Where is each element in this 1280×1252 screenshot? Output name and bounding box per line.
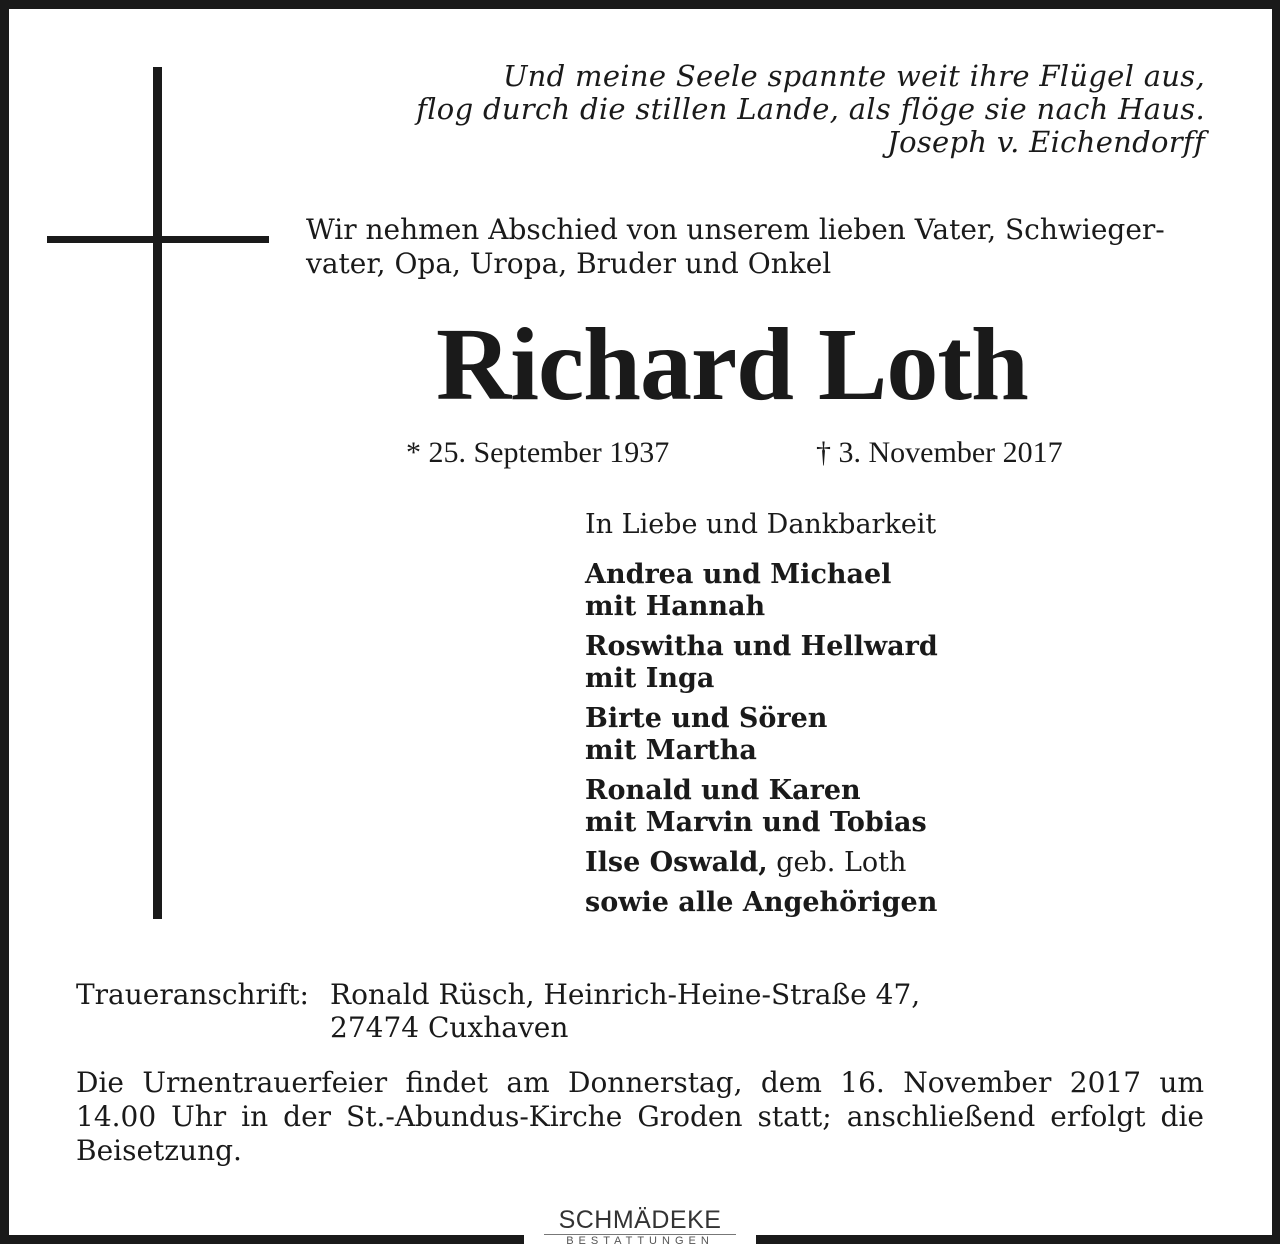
mourner-line	[585, 847, 938, 879]
address-line-2: 27474 Cuxhaven	[330, 1011, 569, 1044]
address-label: Traueranschrift:	[76, 978, 309, 1011]
logo-wordmark: SCHMÄDEKE	[558, 1206, 722, 1234]
poem-quote	[416, 60, 1205, 159]
quote-line-1: Und meine Seele spannte weit ihre Flügel aus,	[502, 59, 1205, 93]
mourner-line: mit Hannah	[585, 591, 766, 622]
mourner-birth-name: geb. Loth	[767, 847, 907, 878]
mourner-group	[585, 775, 938, 839]
birth-date: * 25. September 1937	[406, 436, 670, 469]
frame-border-bottom-right	[756, 1235, 1280, 1244]
quote-line-2: flog durch die stillen Lande, als flöge sie nach Haus.	[416, 92, 1205, 126]
cross-horizontal-bar	[47, 236, 269, 243]
cross-vertical-bar	[153, 67, 162, 919]
address-line-1: Ronald Rüsch, Heinrich-Heine-Straße 47,	[330, 978, 921, 1011]
mourners-lead: In Liebe und Dankbarkeit	[585, 509, 937, 540]
mourners-list	[585, 508, 938, 927]
mourner-line: Roswitha und Hellward	[585, 631, 938, 662]
mourner-line: sowie alle Angehörigen	[585, 887, 938, 918]
ceremony-notice: Die Urnentrauerfeier findet am Donnerstag, dem 16. November 2017 um 14.00 Uhr in der St.-Abundus-Kirche Groden statt; anschließend erfolgt die Beisetzung.	[76, 1066, 1204, 1167]
mourner-line: Ronald und Karen	[585, 775, 861, 806]
mourner-line: Andrea und Michael	[585, 559, 892, 590]
undertaker-logo	[532, 1206, 748, 1247]
deceased-name: Richard Loth	[436, 307, 1028, 422]
farewell-intro	[306, 213, 1206, 281]
mourners-closing	[585, 887, 938, 919]
frame-border-top	[0, 0, 1280, 9]
mourner-group	[585, 847, 938, 879]
death-date: † 3. November 2017	[816, 436, 1063, 469]
mourner-line: mit Martha	[585, 735, 757, 766]
mourner-group	[585, 631, 938, 695]
frame-border-left	[0, 0, 9, 1244]
mourner-group	[585, 559, 938, 623]
intro-line-1: Wir nehmen Abschied von unserem lieben Vater, Schwieger-	[306, 213, 1165, 246]
mourning-address	[330, 978, 920, 1044]
quote-author: Joseph v. Eichendorff	[887, 125, 1205, 159]
mourner-line: Birte und Sören	[585, 703, 828, 734]
frame-border-bottom-left	[0, 1235, 524, 1244]
mourner-group	[585, 703, 938, 767]
mourner-line: mit Inga	[585, 663, 715, 694]
mourner-line: mit Marvin und Tobias	[585, 807, 927, 838]
intro-line-2: vater, Opa, Uropa, Bruder und Onkel	[306, 247, 832, 280]
mourner-name: Ilse Oswald,	[585, 847, 768, 878]
logo-subtitle: BESTATTUNGEN	[544, 1234, 736, 1247]
frame-border-right	[1272, 0, 1280, 1244]
